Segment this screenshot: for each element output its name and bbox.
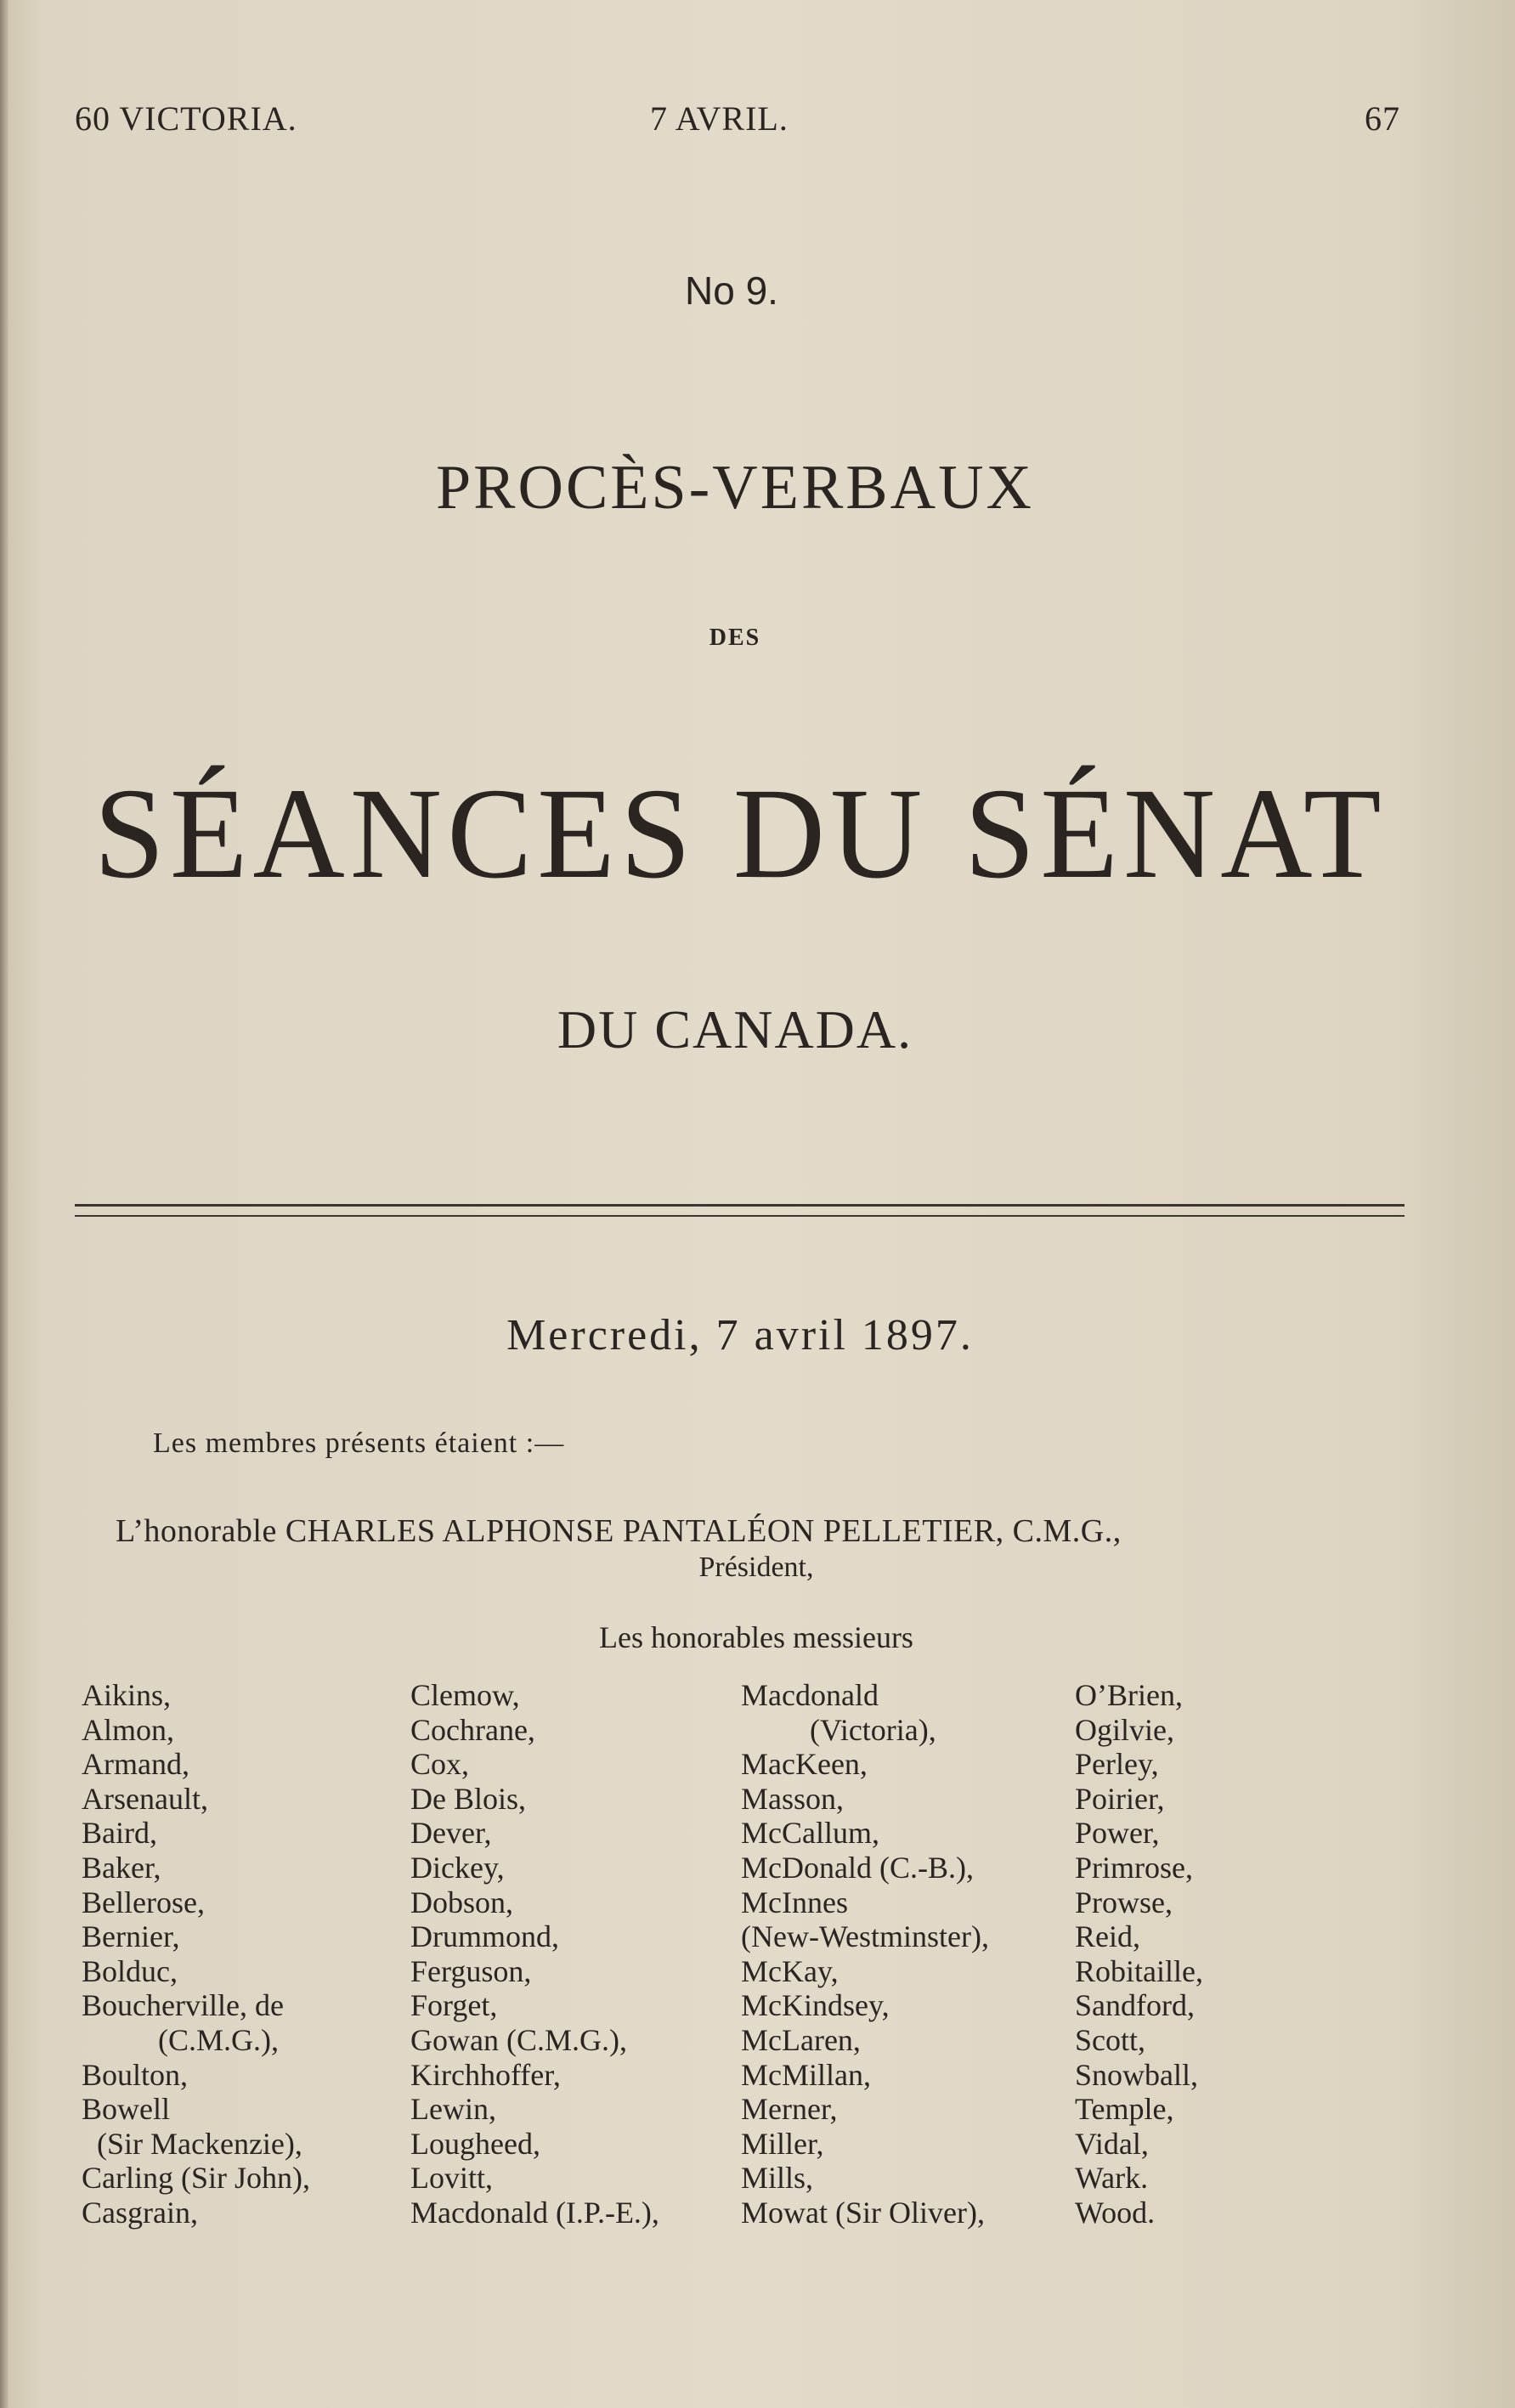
members-column-3 (741, 1678, 989, 2230)
member-name: (C.M.G.), (82, 2022, 279, 2057)
member-name: Temple, (1075, 2092, 1174, 2127)
member-name: Almon, (82, 1712, 175, 1747)
member-name: (Sir Mackenzie), (82, 2126, 302, 2161)
member-name: Wark. (1075, 2161, 1149, 2196)
president-title: Président, (698, 1552, 814, 1583)
member-name: Boulton, (82, 2057, 189, 2092)
member-name: (Victoria), (741, 1712, 936, 1747)
member-name: Sandford, (1075, 1988, 1195, 2023)
member-name: McKay, (741, 1953, 839, 1988)
member-name: Primrose, (1075, 1850, 1193, 1885)
member-name: Wood. (1075, 2195, 1156, 2230)
member-name: Macdonald (I.P.-E.), (410, 2195, 659, 2230)
members-heading: Les honorables messieurs (599, 1620, 913, 1654)
member-name: Dobson, (410, 1885, 514, 1919)
member-name: Power, (1075, 1816, 1160, 1851)
president-name: L’honorable CHARLES ALPHONSE PANTALÉON PELLETIER, C.M.G., (116, 1513, 1122, 1549)
member-name: Perley, (1075, 1747, 1159, 1782)
member-name: Gowan (C.M.G.), (410, 2022, 627, 2057)
members-intro: Les membres présents étaient :— (153, 1427, 565, 1459)
double-rule-bottom (75, 1215, 1405, 1217)
member-name: Carling (Sir John), (82, 2161, 310, 2196)
member-name: MacKeen, (741, 1747, 868, 1782)
member-name: Ferguson, (410, 1953, 532, 1988)
member-name: McKindsey, (741, 1988, 890, 2023)
members-column-1 (82, 1678, 310, 2230)
title-seances-du-senat: SÉANCES DU SÉNAT (93, 761, 1387, 906)
member-name: Cox, (410, 1747, 470, 1782)
member-name: McDonald (C.-B.), (741, 1850, 974, 1885)
member-name: O’Brien, (1075, 1678, 1183, 1712)
page-binding-edge (0, 0, 8, 2408)
member-name: Lewin, (410, 2092, 496, 2127)
running-header-date: 7 AVRIL. (650, 99, 789, 138)
member-name: Snowball, (1075, 2057, 1199, 2092)
members-column-2 (410, 1678, 659, 2230)
member-name: Prowse, (1075, 1885, 1173, 1919)
member-name: Miller, (741, 2126, 824, 2161)
member-name: Baker, (82, 1850, 161, 1885)
member-name: Lougheed, (410, 2126, 540, 2161)
member-name: Arsenault, (82, 1781, 208, 1816)
title-des: DES (709, 625, 761, 651)
session-date: Mercredi, 7 avril 1897. (506, 1311, 974, 1359)
member-name: Drummond, (410, 1919, 559, 1954)
member-name: (New-Westminster), (741, 1919, 990, 1954)
member-name: Mowat (Sir Oliver), (741, 2195, 985, 2230)
member-name: Poirier, (1075, 1781, 1165, 1816)
member-name: Casgrain, (82, 2195, 198, 2230)
member-name: Baird, (82, 1816, 157, 1851)
member-name: Bowell (82, 2092, 170, 2127)
member-name: Bellerose, (82, 1885, 205, 1919)
member-name: Ogilvie, (1075, 1712, 1174, 1747)
member-name: Bolduc, (82, 1953, 178, 1988)
member-name: Masson, (741, 1781, 845, 1816)
member-name: Dever, (410, 1816, 492, 1851)
member-name: Boucherville, de (82, 1988, 284, 2023)
member-name: Robitaille, (1075, 1953, 1203, 1988)
issue-number: No 9. (685, 268, 778, 313)
member-name: McLaren, (741, 2022, 861, 2057)
member-name: McInnes (741, 1885, 848, 1919)
running-header-left: 60 VICTORIA. (75, 99, 297, 138)
member-name: Lovitt, (410, 2161, 493, 2196)
member-name: McCallum, (741, 1816, 879, 1851)
member-name: Cochrane, (410, 1712, 535, 1747)
member-name: Scott, (1075, 2022, 1146, 2057)
members-column-4 (1075, 1678, 1203, 2230)
title-proces-verbaux: PROCÈS-VERBAUX (436, 453, 1034, 523)
member-name: Macdonald (741, 1678, 879, 1712)
member-name: Dickey, (410, 1850, 505, 1885)
member-name: Merner, (741, 2092, 838, 2127)
member-name: Armand, (82, 1747, 189, 1782)
title-du-canada: DU CANADA. (557, 999, 913, 1060)
member-name: Clemow, (410, 1678, 520, 1712)
double-rule-top (75, 1204, 1405, 1207)
member-name: Forget, (410, 1988, 498, 2023)
member-name: McMillan, (741, 2057, 871, 2092)
member-name: Mills, (741, 2161, 814, 2196)
member-name: De Blois, (410, 1781, 527, 1816)
member-name: Vidal, (1075, 2126, 1149, 2161)
member-name: Kirchhoffer, (410, 2057, 561, 2092)
member-name: Aikins, (82, 1678, 172, 1712)
member-name: Reid, (1075, 1919, 1140, 1954)
page-number: 67 (1365, 99, 1400, 138)
member-name: Bernier, (82, 1919, 180, 1954)
